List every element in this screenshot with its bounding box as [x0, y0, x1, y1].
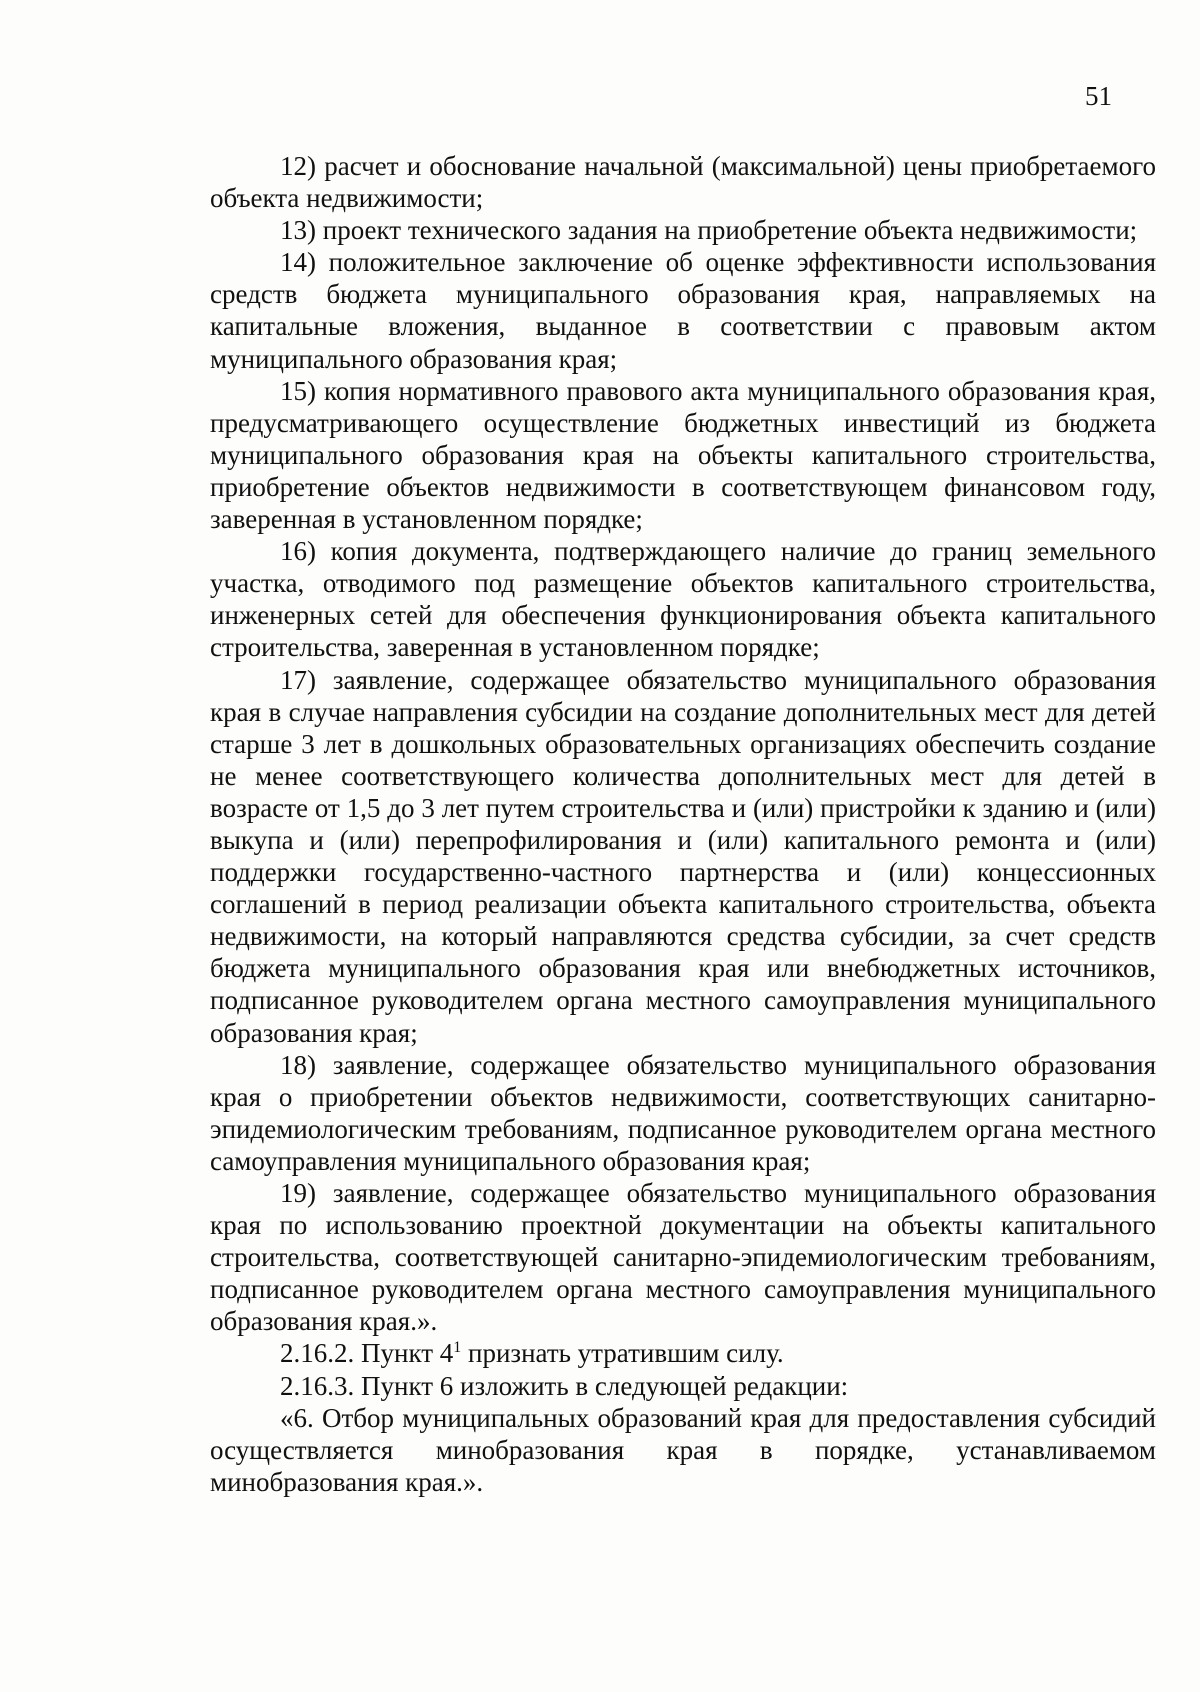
page-number: 51 — [1085, 81, 1112, 111]
paragraph-item-16: 16) копия документа, подтверждающего наличие до границ земельного участка, отводимого под размещение объектов капитального строительства, инженерных сетей для обеспечения функционирования объекта капитального строительства, заверенная в установленном порядке; — [210, 536, 1156, 663]
paragraph-item-14: 14) положительное заключение об оценке эффективности использования средств бюджета муниципального образования края, направляемых на капитальные вложения, выданное в соответствии с правовым актом муниципального образования края; — [210, 247, 1156, 374]
paragraph-2-16-2 — [210, 1337, 1156, 1369]
paragraph-item-15: 15) копия нормативного правового акта муниципального образования края, предусматривающего осуществление бюджетных инвестиций из бюджета муниципального образования края на объекты капитального строительства, приобретение объектов недвижимости в соответствующем финансовом году, заверенная в установленном порядке; — [210, 375, 1156, 535]
paragraph-item-17: 17) заявление, содержащее обязательство муниципального образования края в случае направления субсидии на создание дополнительных мест для детей старше 3 лет в дошкольных образовательных организациях обеспечить создание не менее соответствующего количества дополнительных мест для детей в возрасте от 1,5 до 3 лет путем строительства и (или) пристройки к зданию и (или) выкупа и (или) перепрофилирования и (или) капитального ремонта и (или) поддержки государственно-частного партнерства и (или) концессионных соглашений в период реализации объекта капитального строительства, объекта недвижимости, на который направляются средства субсидии, за счет средств бюджета муниципального образования края или внебюджетных источников, подписанное руководителем органа местного самоуправления муниципального образования края; — [210, 664, 1156, 1048]
paragraph-2-16-2-tail: признать утратившим силу. — [461, 1338, 784, 1369]
superscript-marker: 1 — [453, 1339, 462, 1357]
document-body — [210, 150, 1156, 1498]
paragraph-item-12: 12) расчет и обоснование начальной (максимальной) цены приобретаемого объекта недвижимости; — [210, 151, 1156, 214]
paragraph-2-16-2-text: 2.16.2. Пункт 4 — [280, 1338, 454, 1369]
paragraph-item-6-quote: «6. Отбор муниципальных образований края для предоставления субсидий осуществляется минобразования края в порядке, устанавливаемом минобразования края.». — [210, 1402, 1156, 1497]
paragraph-item-13: 13) проект технического задания на приобретение объекта недвижимости; — [280, 215, 1138, 246]
paragraph-2-16-3: 2.16.3. Пункт 6 изложить в следующей редакции: — [280, 1370, 849, 1401]
paragraph-item-18: 18) заявление, содержащее обязательство муниципального образования края о приобретении объектов недвижимости, соответствующих санитарно-эпидемиологическим требованиям, подписанное руководителем органа местного самоуправления муниципального образования края; — [210, 1049, 1156, 1176]
paragraph-item-19: 19) заявление, содержащее обязательство муниципального образования края по использованию проектной документации на объекты капитального строительства, соответствующей санитарно-эпидемиологическим требованиям, подписанное руководителем органа местного самоуправления муниципального образования края.». — [210, 1178, 1156, 1337]
